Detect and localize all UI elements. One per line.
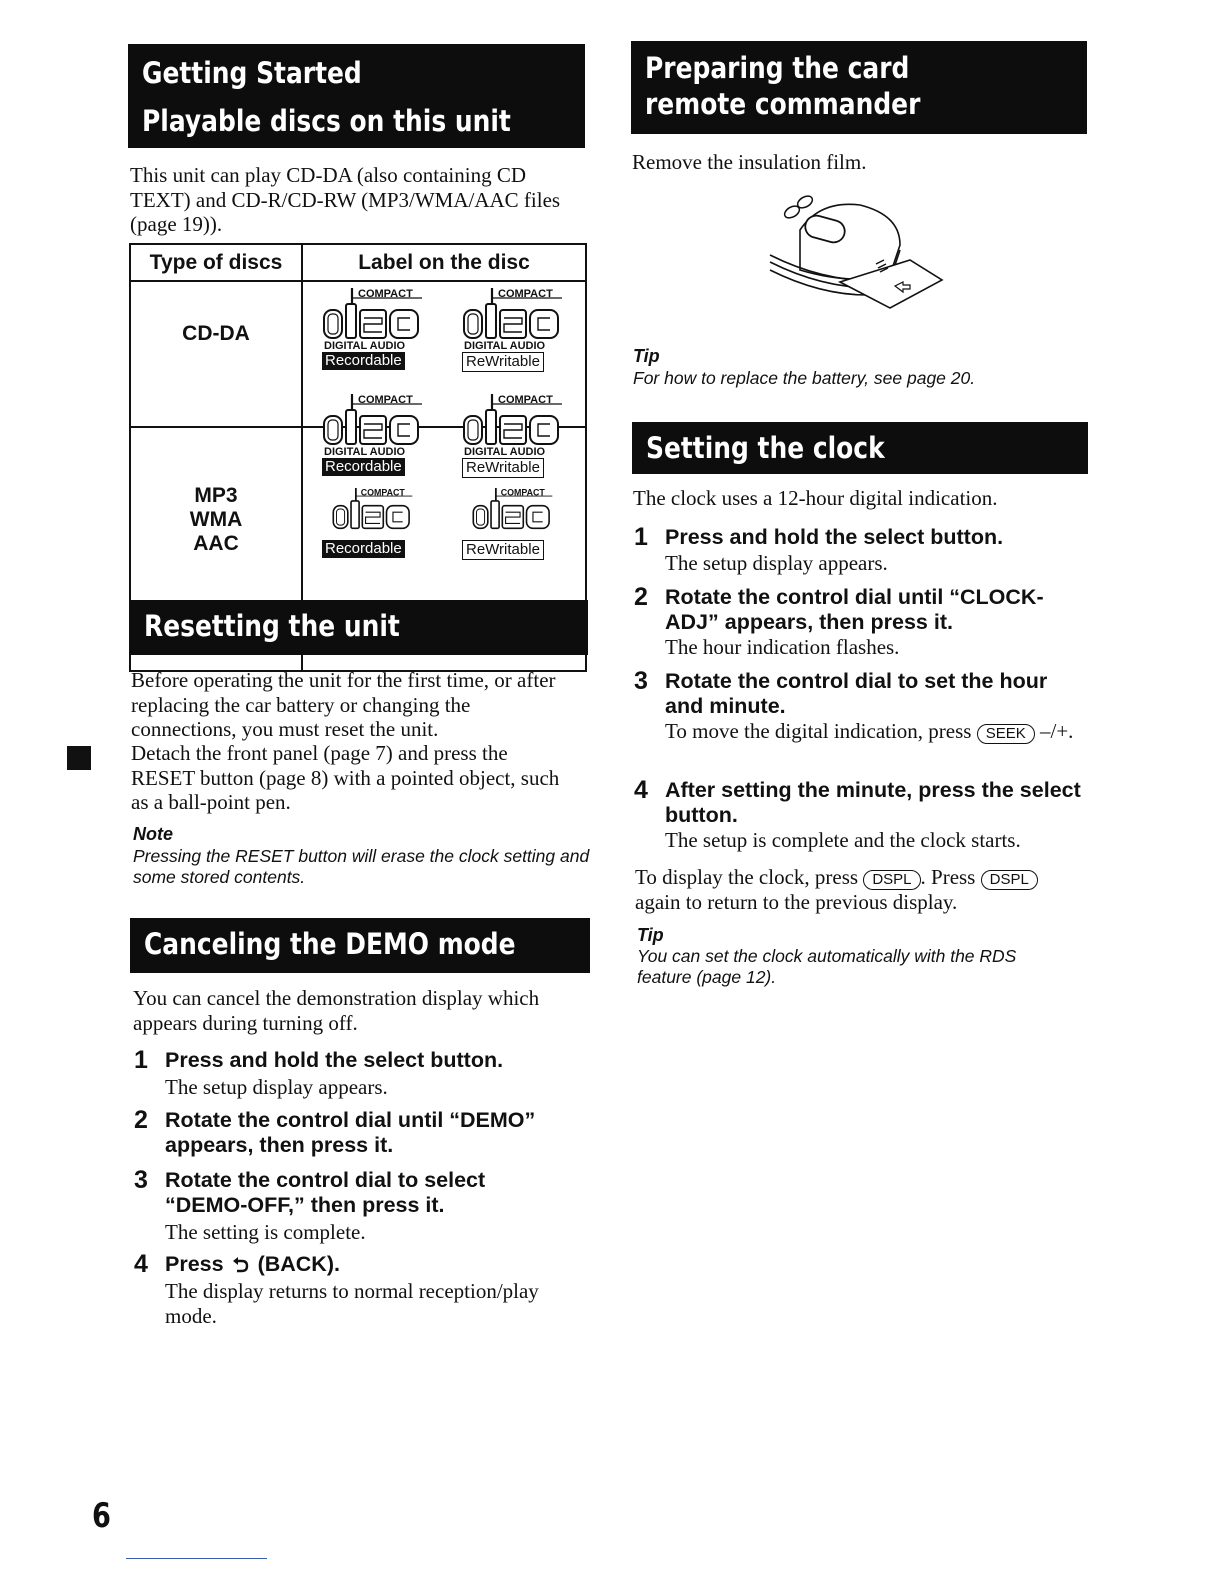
back-icon — [232, 1255, 250, 1273]
step-number: 1 — [634, 523, 648, 551]
row-aac-text: AAC — [193, 532, 239, 555]
header-clock: Setting the clock — [646, 431, 885, 465]
section-header-clock — [632, 422, 1088, 474]
step-desc: The display returns to normal reception/play mode. — [165, 1279, 539, 1328]
note-text: Pressing the RESET button will erase the clock setting and some stored contents. — [133, 846, 590, 887]
step-title: Rotate the control dial to select “DEMO-OFF,” then press it. — [165, 1168, 486, 1217]
tip-text: For how to replace the battery, see page 20. — [633, 368, 976, 388]
step-title: Rotate the control dial to set the hour and minute. — [665, 669, 1048, 718]
header-reset: Resetting the unit — [144, 609, 400, 643]
header-getting-started: Getting Started — [142, 56, 362, 90]
dspl-button-label-2: DSPL — [981, 870, 1038, 890]
disc-wordmark-icon — [462, 488, 562, 538]
compact-label: COMPACT — [360, 488, 405, 498]
display-clock-text — [635, 865, 1085, 915]
tip2-text: You can set the clock automatically with the RDS feature (page 12). — [637, 946, 1017, 987]
tip2-label: Tip — [637, 925, 664, 945]
tip-label: Tip — [633, 346, 660, 366]
row-wma-text: WMA — [189, 508, 243, 531]
step-number: 4 — [134, 1250, 148, 1278]
row-label-cdda — [130, 281, 302, 427]
table-header-label: Label on the disc — [302, 244, 586, 281]
step-title: Rotate the control dial until “DEMO” appears, then press it. — [165, 1108, 536, 1157]
disc-wordmark-icon — [322, 488, 422, 538]
step-title-press: Press — [165, 1252, 224, 1276]
section-header-getting-started — [128, 44, 585, 148]
header-remote: Preparing the card remote commander — [645, 51, 921, 121]
disc-type-tag: Recordable — [322, 458, 405, 476]
step-desc-text: To move the digital indication, press — [665, 719, 972, 743]
table-header-type: Type of discs — [130, 244, 302, 281]
row-cdda-text: CD-DA — [182, 322, 250, 345]
step-number: 1 — [134, 1046, 148, 1074]
compact-disc-logo — [462, 488, 562, 578]
remote-illustration — [760, 190, 950, 320]
intro-text: This unit can play CD-DA (also containing CD TEXT) and CD-R/CD-RW (MP3/WMA/AAC files (page 19)). — [130, 163, 561, 236]
reset-text: Before operating the unit for the first time, or after replacing the car battery or changing the connections, you must reset the unit. — [131, 668, 556, 741]
margin-marker — [67, 746, 91, 770]
disc-wordmark-icon — [322, 394, 422, 456]
display-text-a: To display the clock, press — [635, 865, 859, 889]
disc-type-tag: Recordable — [322, 352, 405, 370]
step-number: 3 — [134, 1166, 148, 1194]
compact-label: COMPACT — [500, 488, 545, 498]
step-title-back: (BACK). — [257, 1252, 340, 1276]
step-title: Press and hold the select button. — [165, 1048, 504, 1072]
disc-type-tag: ReWritable — [462, 540, 544, 560]
disc-type-tag: ReWritable — [462, 352, 544, 372]
step-title: After setting the minute, press the select button. — [665, 778, 1081, 827]
disc-type-tag: Recordable — [322, 540, 405, 558]
step-number: 2 — [134, 1106, 148, 1134]
row-mp3-text: MP3 — [194, 484, 238, 507]
header-demo: Canceling the DEMO mode — [144, 927, 516, 961]
step-title: Press and hold the select button. — [665, 525, 1004, 549]
compact-label: COMPACT — [358, 288, 413, 300]
step-number: 2 — [634, 583, 648, 611]
disc-wordmark-icon — [462, 394, 562, 456]
footer-rule — [126, 1558, 267, 1559]
step-title: Rotate the control dial until “CLOCK-ADJ” appears, then press it. — [665, 585, 1044, 634]
compact-label: COMPACT — [498, 288, 553, 300]
compact-disc-logo — [322, 288, 422, 378]
step-title — [165, 1252, 585, 1277]
digital-audio-label: DIGITAL AUDIO — [464, 340, 546, 350]
clock-intro: The clock uses a 12-hour digital indication. — [633, 486, 998, 510]
display-text-c: again to return to the previous display. — [635, 890, 958, 914]
step-desc: The hour indication flashes. — [665, 635, 900, 659]
digital-audio-label: DIGITAL AUDIO — [324, 340, 406, 350]
compact-label: COMPACT — [498, 394, 553, 406]
seek-button-label: SEEK — [977, 724, 1035, 744]
step-desc — [665, 719, 1089, 744]
reset-text-2: Detach the front panel (page 7) and press the RESET button (page 8) with a pointed object, such as a ball-point pen. — [131, 741, 560, 814]
digital-audio-label: DIGITAL AUDIO — [464, 446, 546, 456]
dspl-button-label: DSPL — [863, 870, 920, 890]
step-desc-plusminus: –/+. — [1040, 719, 1074, 743]
compact-disc-logo — [462, 288, 562, 378]
step-desc: The setup display appears. — [165, 1075, 388, 1099]
compact-disc-logo — [322, 488, 422, 578]
step-desc: The setting is complete. — [165, 1220, 366, 1244]
section-header-reset — [130, 600, 588, 655]
step-desc: The setup is complete and the clock starts. — [665, 828, 1021, 852]
header-playable-discs: Playable discs on this unit — [142, 104, 511, 138]
compact-disc-logo — [462, 394, 562, 484]
section-header-remote — [631, 41, 1087, 134]
compact-label: COMPACT — [358, 394, 413, 406]
step-number: 4 — [634, 776, 648, 804]
note-label: Note — [133, 824, 173, 844]
step-desc: The setup display appears. — [665, 551, 888, 575]
step-number: 3 — [634, 667, 648, 695]
compact-disc-logo — [322, 394, 422, 484]
disc-wordmark-icon — [462, 288, 562, 350]
digital-audio-label: DIGITAL AUDIO — [324, 446, 406, 456]
display-text-b: . Press — [920, 865, 976, 889]
disc-type-tag: ReWritable — [462, 458, 544, 478]
section-header-demo — [130, 918, 590, 973]
remote-text: Remove the insulation film. — [632, 150, 867, 174]
demo-intro: You can cancel the demonstration display which appears during turning off. — [133, 986, 540, 1035]
page-number: 6 — [92, 1496, 111, 1536]
disc-wordmark-icon — [322, 288, 422, 350]
